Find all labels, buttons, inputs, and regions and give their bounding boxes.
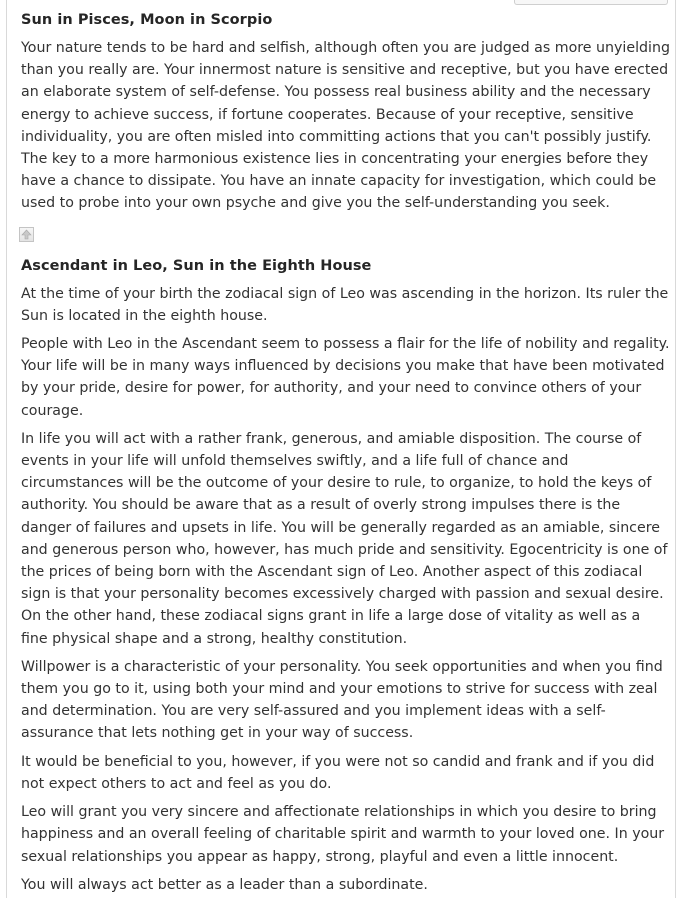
paragraph: At the time of your birth the zodiacal sign of Leo was ascending in the horizon. Its ruler the Sun is located in the eighth house. [21, 285, 669, 324]
paragraph: It would be beneficial to you, however, if you were not so candid and frank and if you did not expect others to act and feel as you do. [21, 753, 655, 792]
back-to-top-button[interactable] [19, 227, 34, 242]
section-title-ascendant: Ascendant in Leo, Sun in the Eighth House [21, 257, 372, 274]
section-title-sun-moon: Sun in Pisces, Moon in Scorpio [21, 12, 273, 28]
paragraph: People with Leo in the Ascendant seem to possess a flair for the life of nobility and regality. Your life will be in many ways influenced by decisions you make that have been motivated by your pride, desire for power, for authority, and your need to convince others of your courage. [21, 336, 670, 419]
paragraph: Leo will grant you very sincere and affectionate relationships in which you desire to bring happiness and an overall feeling of charitable spirit and warmth to your loved one. In your sexual relationships you appear as happy, strong, playful and even a little innocent. [21, 804, 665, 865]
paragraph: You will always act better as a leader than a subordinate. [21, 876, 428, 893]
horoscope-content [21, 0, 671, 902]
paragraph: Your nature tends to be hard and selfish, although often you are judged as more unyielding than you really are. Your innermost nature is sensitive and receptive, but you have erected an elaborate system of self-defense. You possess real business ability and the necessary energy to achieve success, if fortune cooperates. Because of your receptive, sensitive individuality, you are often misled into committing actions that you can't possibly justify. The key to a more harmonious existence lies in concentrating your energies before they have a chance to dissipate. You have an innate capacity for investigation, which could be used to probe into your own psyche and give you the self-understanding you seek. [21, 40, 670, 212]
paragraph: In life you will act with a rather frank, generous, and amiable disposition. The course of events in your life will unfold themselves swiftly, and a life full of chance and circumstances will be the outcome of your desire to rule, to organize, to hold the keys of authority. You should be aware that as a result of overly strong impulses there is the danger of failures and upsets in life. You will be generally regarded as an amiable, sincere and generous person who, however, has much pride and sensitivity. Egocentricity is one of the prices of being born with the Ascendant sign of Leo. Another aspect of this zodiacal sign is that your personality becomes excessively charged with passion and sexual desire. On the other hand, these zodiacal signs grant in life a large dose of vitality as well as a fine physical shape and a strong, healthy constitution. [21, 430, 668, 647]
paragraph: Willpower is a characteristic of your personality. You seek opportunities and when you find them you go to it, using both your mind and your emotions to strive for success with zeal and determination. You are very self-assured and you implement ideas with a self-assurance that lets nothing get in your way of success. [21, 658, 663, 742]
arrow-up-icon [21, 229, 32, 240]
